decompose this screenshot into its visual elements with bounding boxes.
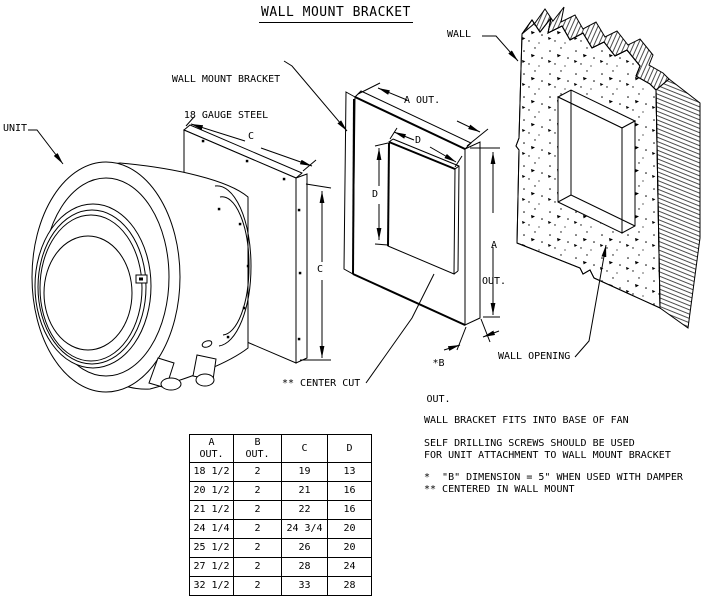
spec-table-header-row — [190, 435, 372, 463]
note-line-2: SELF DRILLING SCREWS SHOULD BE USED — [424, 438, 635, 449]
col-header-d: D — [328, 435, 372, 463]
table-row: 24 1/4 2 24 3/4 20 — [190, 520, 372, 539]
dim-d-height: D — [372, 189, 379, 200]
wall-mount-bracket-drawing — [344, 91, 480, 325]
label-wall-opening: WALL OPENING — [498, 351, 571, 362]
note-line-1: WALL BRACKET FITS INTO BASE OF FAN — [424, 415, 629, 426]
spec-table — [189, 434, 372, 596]
table-row: 27 1/2 2 28 24 — [190, 558, 372, 577]
table-row: 21 1/2 2 22 16 — [190, 501, 372, 520]
label-unit: UNIT — [3, 123, 28, 134]
fan-unit-drawing — [32, 125, 307, 392]
table-row: 32 1/2 2 33 28 — [190, 577, 372, 596]
bracket-callout-line2: 18 GAUGE STEEL — [183, 110, 269, 121]
dim-d-width: D — [415, 135, 422, 146]
dim-b-out: *B OUT. — [426, 358, 451, 405]
table-row: 20 1/2 2 21 16 — [190, 482, 372, 501]
wall-drawing — [516, 7, 700, 328]
dim-c-height: C — [317, 264, 324, 275]
fan-latch — [136, 275, 147, 283]
dim-a-out-right: A OUT. — [481, 240, 507, 287]
dim-b-out-lines — [444, 319, 499, 350]
label-wall: WALL — [447, 29, 472, 40]
table-row: 25 1/2 2 26 20 — [190, 539, 372, 558]
leader-wall — [482, 36, 518, 61]
label-center-cut: ** CENTER CUT — [282, 378, 361, 389]
leader-unit — [28, 130, 63, 164]
note-line-3: FOR UNIT ATTACHMENT TO WALL MOUNT BRACKET — [424, 450, 671, 461]
drawing-title: WALL MOUNT BRACKET — [259, 5, 413, 23]
note-line-5: ** CENTERED IN WALL MOUNT — [424, 484, 575, 495]
label-bracket-callout — [170, 50, 282, 134]
note-line-4: * "B" DIMENSION = 5" WHEN USED WITH DAMPER — [424, 472, 683, 483]
leader-bracket-callout — [284, 61, 347, 131]
col-header-b-out: B OUT. — [234, 435, 282, 463]
col-header-c: C — [282, 435, 328, 463]
table-row: 18 1/2 2 19 13 — [190, 463, 372, 482]
wall-side-section-hatch — [656, 79, 700, 328]
dim-a-out-top: A OUT. — [404, 95, 441, 106]
bracket-callout-line1: WALL MOUNT BRACKET — [171, 74, 281, 85]
fan-cone-face — [44, 236, 132, 350]
dim-c-width: C — [248, 131, 255, 142]
col-header-a-out: A OUT. — [190, 435, 234, 463]
